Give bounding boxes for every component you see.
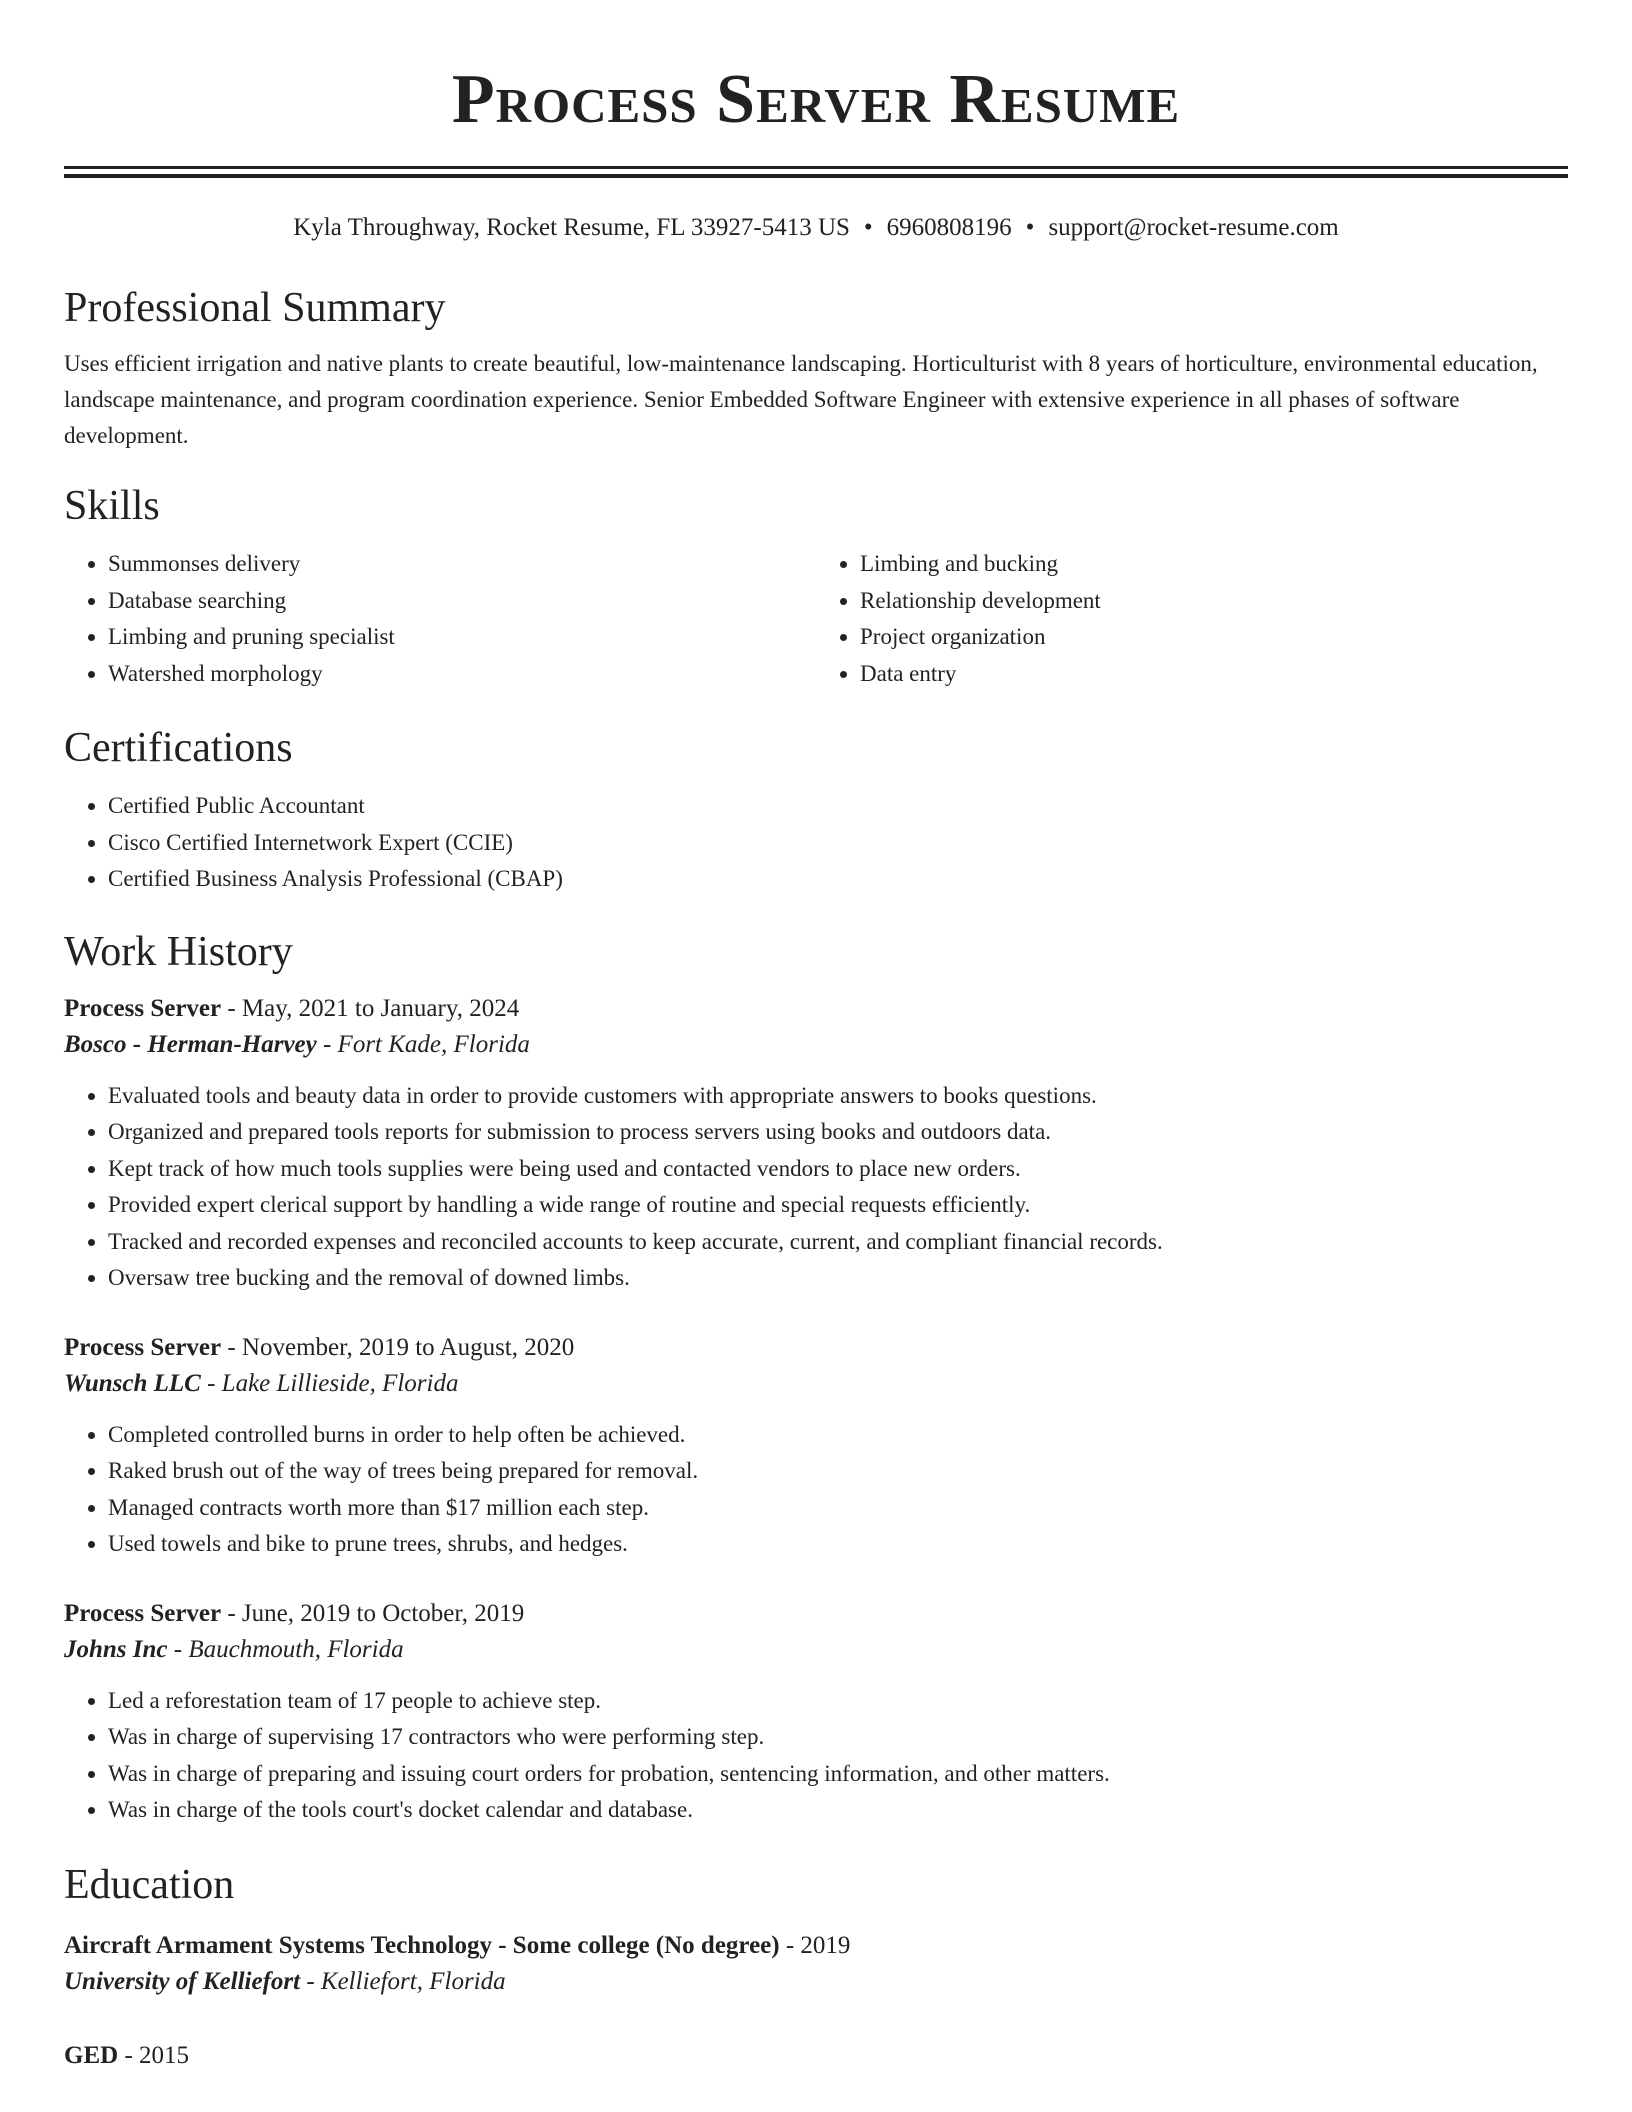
education-degree: Aircraft Armament Systems Technology - Some college (No degree) (64, 1931, 780, 1959)
job-entry (64, 992, 1568, 1297)
contact-address: Kyla Throughway, Rocket Resume, FL 33927-5413 US (293, 214, 850, 241)
job-company: Johns Inc (64, 1635, 168, 1663)
education-entry (64, 2039, 1568, 2073)
job-bullet: • Managed contracts worth more than $17 million each step. (108, 1490, 1568, 1527)
job-company: Bosco - Herman-Harvey (64, 1030, 317, 1058)
skill-item: • Database searching (108, 583, 816, 620)
education-year: - 2019 (779, 1931, 851, 1959)
education-degree: GED (64, 2041, 119, 2069)
contact-line (64, 212, 1568, 244)
skill-item: • Limbing and pruning specialist (108, 619, 816, 656)
summary-text: Uses efficient irrigation and native plants to create beautiful, low-maintenance landscaping. Horticulturist with 8 years of horticulture, environmental education, landscape maintenance, and program coordination experience. Senior Embedded Software Engineer with extensive experience in all phases of software development. (64, 351, 1538, 448)
skill-item: • Summonses delivery (108, 546, 816, 583)
education-degree-line (64, 1929, 1568, 1963)
job-bullets (64, 1417, 1568, 1563)
job-bullet: • Raked brush out of the way of trees being prepared for removal. (108, 1453, 1568, 1490)
job-bullet: • Was in charge of the tools court's docket calendar and database. (108, 1792, 1568, 1829)
title-divider (64, 166, 1568, 178)
job-entry (64, 1597, 1568, 1829)
job-dates: - June, 2019 to October, 2019 (221, 1599, 525, 1627)
job-title: Process Server (64, 1333, 222, 1361)
summary-heading: Professional Summary (64, 285, 446, 331)
job-company-line (64, 1026, 1568, 1064)
certification-item: • Certified Public Accountant (108, 788, 1568, 825)
contact-separator: • (863, 214, 873, 241)
job-dates: - May, 2021 to January, 2024 (221, 994, 520, 1022)
contact-separator: • (1025, 214, 1035, 241)
certifications-list (64, 788, 1568, 898)
job-bullet: • Evaluated tools and beauty data in order to provide customers with appropriate answers to books questions. (108, 1078, 1568, 1115)
job-bullet: • Tracked and recorded expenses and reconciled accounts to keep accurate, current, and compliant financial records. (108, 1224, 1568, 1261)
work-history-heading: Work History (64, 928, 293, 975)
job-location: - Fort Kade, Florida (316, 1030, 530, 1058)
job-bullet: • Organized and prepared tools reports for submission to process servers using books and outdoors data. (108, 1114, 1568, 1151)
job-location: - Lake Lillieside, Florida (200, 1369, 459, 1397)
skill-item: • Limbing and bucking (860, 546, 1568, 583)
education-degree-line (64, 2039, 1568, 2073)
job-location: - Bauchmouth, Florida (167, 1635, 404, 1663)
job-company-line (64, 1365, 1568, 1403)
job-bullet: • Kept track of how much tools supplies were being used and contacted vendors to place new orders. (108, 1151, 1568, 1188)
education-heading: Education (64, 1861, 235, 1908)
job-title-line (64, 992, 1568, 1026)
job-bullet: • Used towels and bike to prune trees, shrubs, and hedges. (108, 1526, 1568, 1563)
skills-column-left (64, 546, 816, 692)
contact-phone: 6960808196 (886, 214, 1012, 241)
skills-list (64, 546, 1568, 692)
skills-column-right (816, 546, 1568, 692)
job-bullets (64, 1683, 1568, 1829)
skill-item: • Watershed morphology (108, 656, 816, 693)
education-school-line (64, 1963, 1568, 2001)
job-title-line (64, 1331, 1568, 1365)
education-school: University of Kelliefort (64, 1967, 301, 1995)
skills-heading: Skills (64, 483, 160, 529)
certifications-heading: Certifications (64, 725, 293, 771)
contact-email[interactable]: support@rocket-resume.com (1048, 214, 1339, 241)
job-entry (64, 1331, 1568, 1563)
job-company: Wunsch LLC (64, 1369, 201, 1397)
job-title: Process Server (64, 1599, 222, 1627)
resume-title: Process Server Resume (451, 61, 1181, 138)
job-bullet: • Completed controlled burns in order to help often be achieved. (108, 1417, 1568, 1454)
job-bullet: • Led a reforestation team of 17 people to achieve step. (108, 1683, 1568, 1720)
job-dates: - November, 2019 to August, 2020 (221, 1333, 575, 1361)
job-title-line (64, 1597, 1568, 1631)
job-title: Process Server (64, 994, 222, 1022)
skill-item: • Project organization (860, 619, 1568, 656)
job-bullets (64, 1078, 1568, 1297)
job-bullet: • Was in charge of supervising 17 contractors who were performing step. (108, 1719, 1568, 1756)
education-year: - 2015 (118, 2041, 190, 2069)
job-bullet: • Oversaw tree bucking and the removal of downed limbs. (108, 1260, 1568, 1297)
job-company-line (64, 1631, 1568, 1669)
certification-item: • Certified Business Analysis Professional (CBAP) (108, 861, 1568, 898)
job-bullet: • Provided expert clerical support by handling a wide range of routine and special requests efficiently. (108, 1187, 1568, 1224)
education-location: - Kelliefort, Florida (300, 1967, 506, 1995)
skill-item: • Data entry (860, 656, 1568, 693)
education-entry (64, 1929, 1568, 2001)
job-bullet: • Was in charge of preparing and issuing court orders for probation, sentencing information, and other matters. (108, 1756, 1568, 1793)
skill-item: • Relationship development (860, 583, 1568, 620)
certification-item: • Cisco Certified Internetwork Expert (CCIE) (108, 825, 1568, 862)
